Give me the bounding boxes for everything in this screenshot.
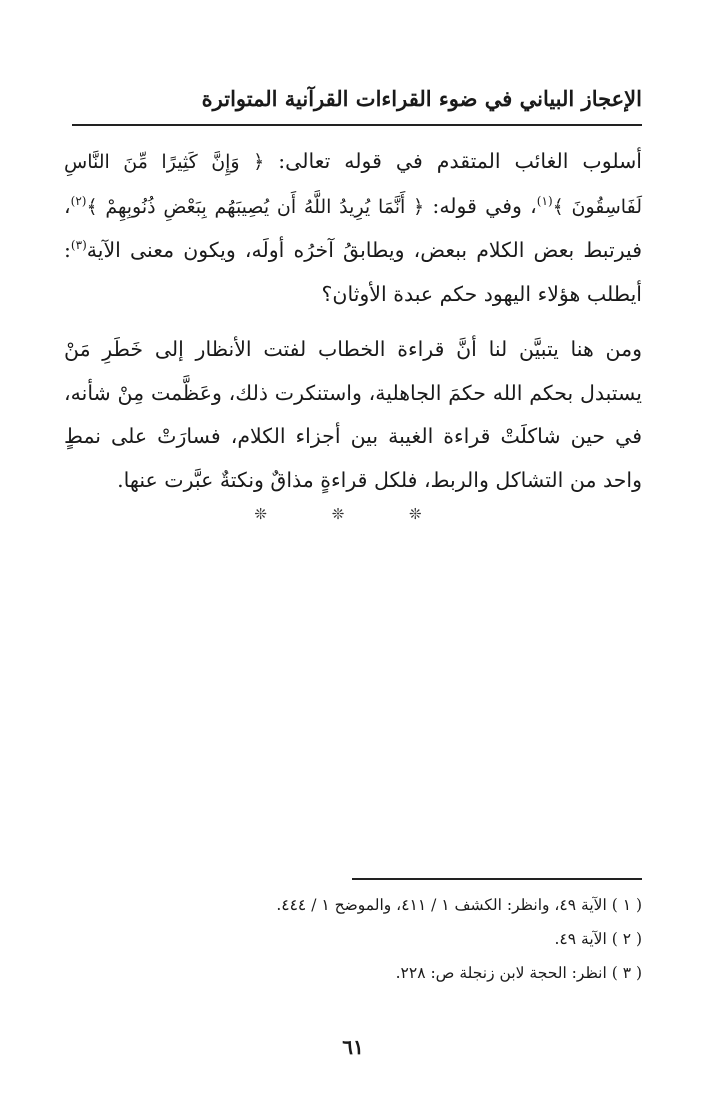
text-segment: ، وفي قوله: — [424, 193, 537, 218]
quran-verse-1: ﴿ وَإِنَّ كَثِيرًا مِّنَ النَّاسِ لَفَاسِقُونَ ﴾ — [64, 151, 642, 218]
page-number: ٦١ — [342, 1035, 364, 1059]
footnote-divider — [352, 878, 642, 880]
text-segment: ، فيرتبط بعض الكلام ببعض، ويطابقُ آخرُه أولَه، ويكون معنى الآية — [64, 193, 642, 262]
main-text — [64, 140, 642, 502]
paragraph-2: ومن هنا يتبيَّن لنا أنَّ قراءة الخطاب لفتت الأنظار إلى خَطَرِ مَنْ يستبدل بحكم الله حكمَ الجاهلية، واستنكرت ذلك، وعَظَّمت مِنْ شأنه، في حين شاكلَتْ قراءة الغيبة بين أجزاء الكلام، فسارَتْ على نمطٍ واحد من التشاكل والربط، فلكل قراءةٍ مذاقٌ ونكتةٌ عبَّرت عنها. — [64, 337, 643, 492]
quran-verse-2: ﴿ أَنَّمَا يُرِيدُ اللَّهُ أَن يُصِيبَهُم بِبَعْضِ ذُنُوبِهِمْ ﴾ — [86, 195, 425, 218]
footnote-ref-3: (٣) — [70, 238, 87, 253]
text-segment: أسلوب الغائب المتقدم في قوله تعالى: — [264, 149, 642, 173]
section-separator: ❊ ❊ ❊ — [254, 505, 452, 523]
footnote-ref-1: (١) — [536, 193, 553, 208]
footnote-ref-2: (٢) — [70, 193, 87, 208]
footnote-1: ( ١ ) الآية ٤٩، وانظر: الكشف ١ / ٤١١، والموضح ١ / ٤٤٤. — [276, 896, 642, 914]
paragraph-1 — [64, 140, 642, 316]
footnotes — [64, 888, 642, 990]
running-header-title: الإعجاز البياني في ضوء القراءات القرآنية المتواترة — [201, 86, 642, 111]
text-segment: : أيطلب هؤلاء اليهود حكم عبدة الأوثان؟ — [64, 238, 642, 306]
footnote-2: ( ٢ ) الآية ٤٩. — [554, 930, 642, 948]
header-divider — [72, 124, 642, 126]
footnote-3: ( ٣ ) انظر: الحجة لابن زنجلة ص: ٢٢٨. — [395, 964, 642, 982]
